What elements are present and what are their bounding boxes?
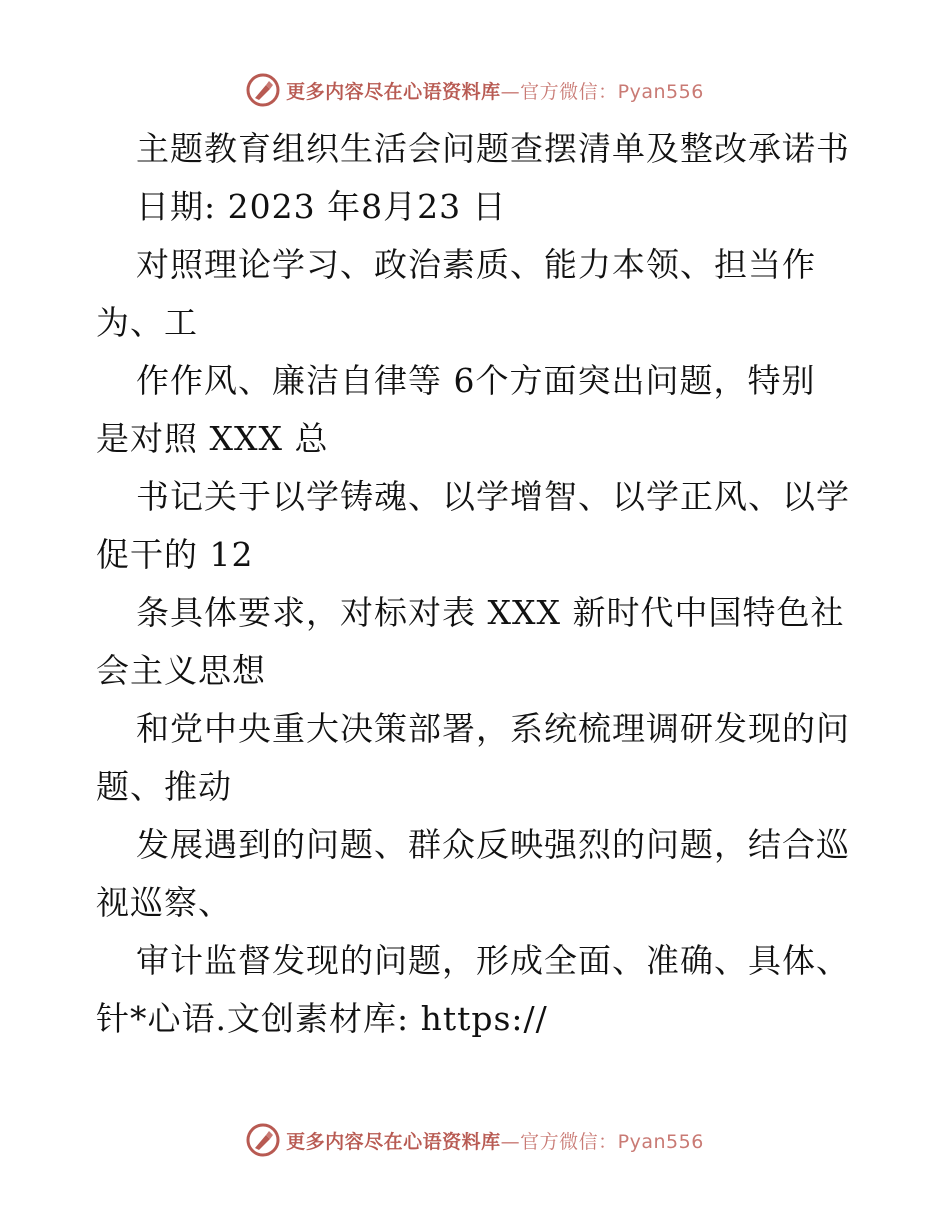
paragraph-line: 视巡察、: [96, 883, 232, 922]
paragraph-line: 针*心语.文创素材库: https://: [96, 999, 548, 1038]
pen-nib-logo-icon: [246, 73, 280, 107]
pen-nib-logo-icon: [246, 1123, 280, 1157]
header-dash: —: [500, 80, 521, 103]
paragraph-line: 作作风、廉洁自律等 6个方面突出问题，特别: [136, 361, 816, 400]
footer-banner: [0, 1120, 950, 1160]
footer-site-text: 更多内容尽在心语资料库: [286, 1130, 501, 1153]
paragraph-line: 会主义思想: [96, 651, 266, 690]
header-banner-text: [286, 77, 704, 104]
footer-dash: —: [500, 1130, 521, 1153]
paragraph-line: 为、工: [96, 303, 198, 342]
paragraph-line: 和党中央重大决策部署，系统梳理调研发现的问: [136, 709, 850, 748]
paragraph-line: 审计监督发现的问题，形成全面、准确、具体、: [136, 941, 850, 980]
paragraph-line: 发展遇到的问题、群众反映强烈的问题，结合巡: [136, 825, 850, 864]
document-date: 日期: 2023 年8月23 日: [136, 187, 507, 226]
paragraph-line: 条具体要求，对标对表 XXX 新时代中国特色社: [136, 593, 845, 632]
paragraph-line: 是对照 XXX 总: [96, 419, 329, 458]
footer-wechat-text: 官方微信：Pyan556: [520, 1130, 704, 1153]
paragraph-line: 促干的 12: [96, 535, 254, 574]
header-site-text: 更多内容尽在心语资料库: [286, 80, 501, 103]
paragraph-line: 对照理论学习、政治素质、能力本领、担当作: [136, 245, 816, 284]
header-wechat-text: 官方微信：Pyan556: [520, 80, 704, 103]
footer-banner-text: [286, 1127, 704, 1154]
document-title: 主题教育组织生活会问题查摆清单及整改承诺书: [136, 129, 850, 168]
header-banner: [0, 70, 950, 110]
paragraph-line: 书记关于以学铸魂、以学增智、以学正风、以学: [136, 477, 850, 516]
document-body: [96, 120, 856, 1048]
paragraph-line: 题、推动: [96, 767, 232, 806]
